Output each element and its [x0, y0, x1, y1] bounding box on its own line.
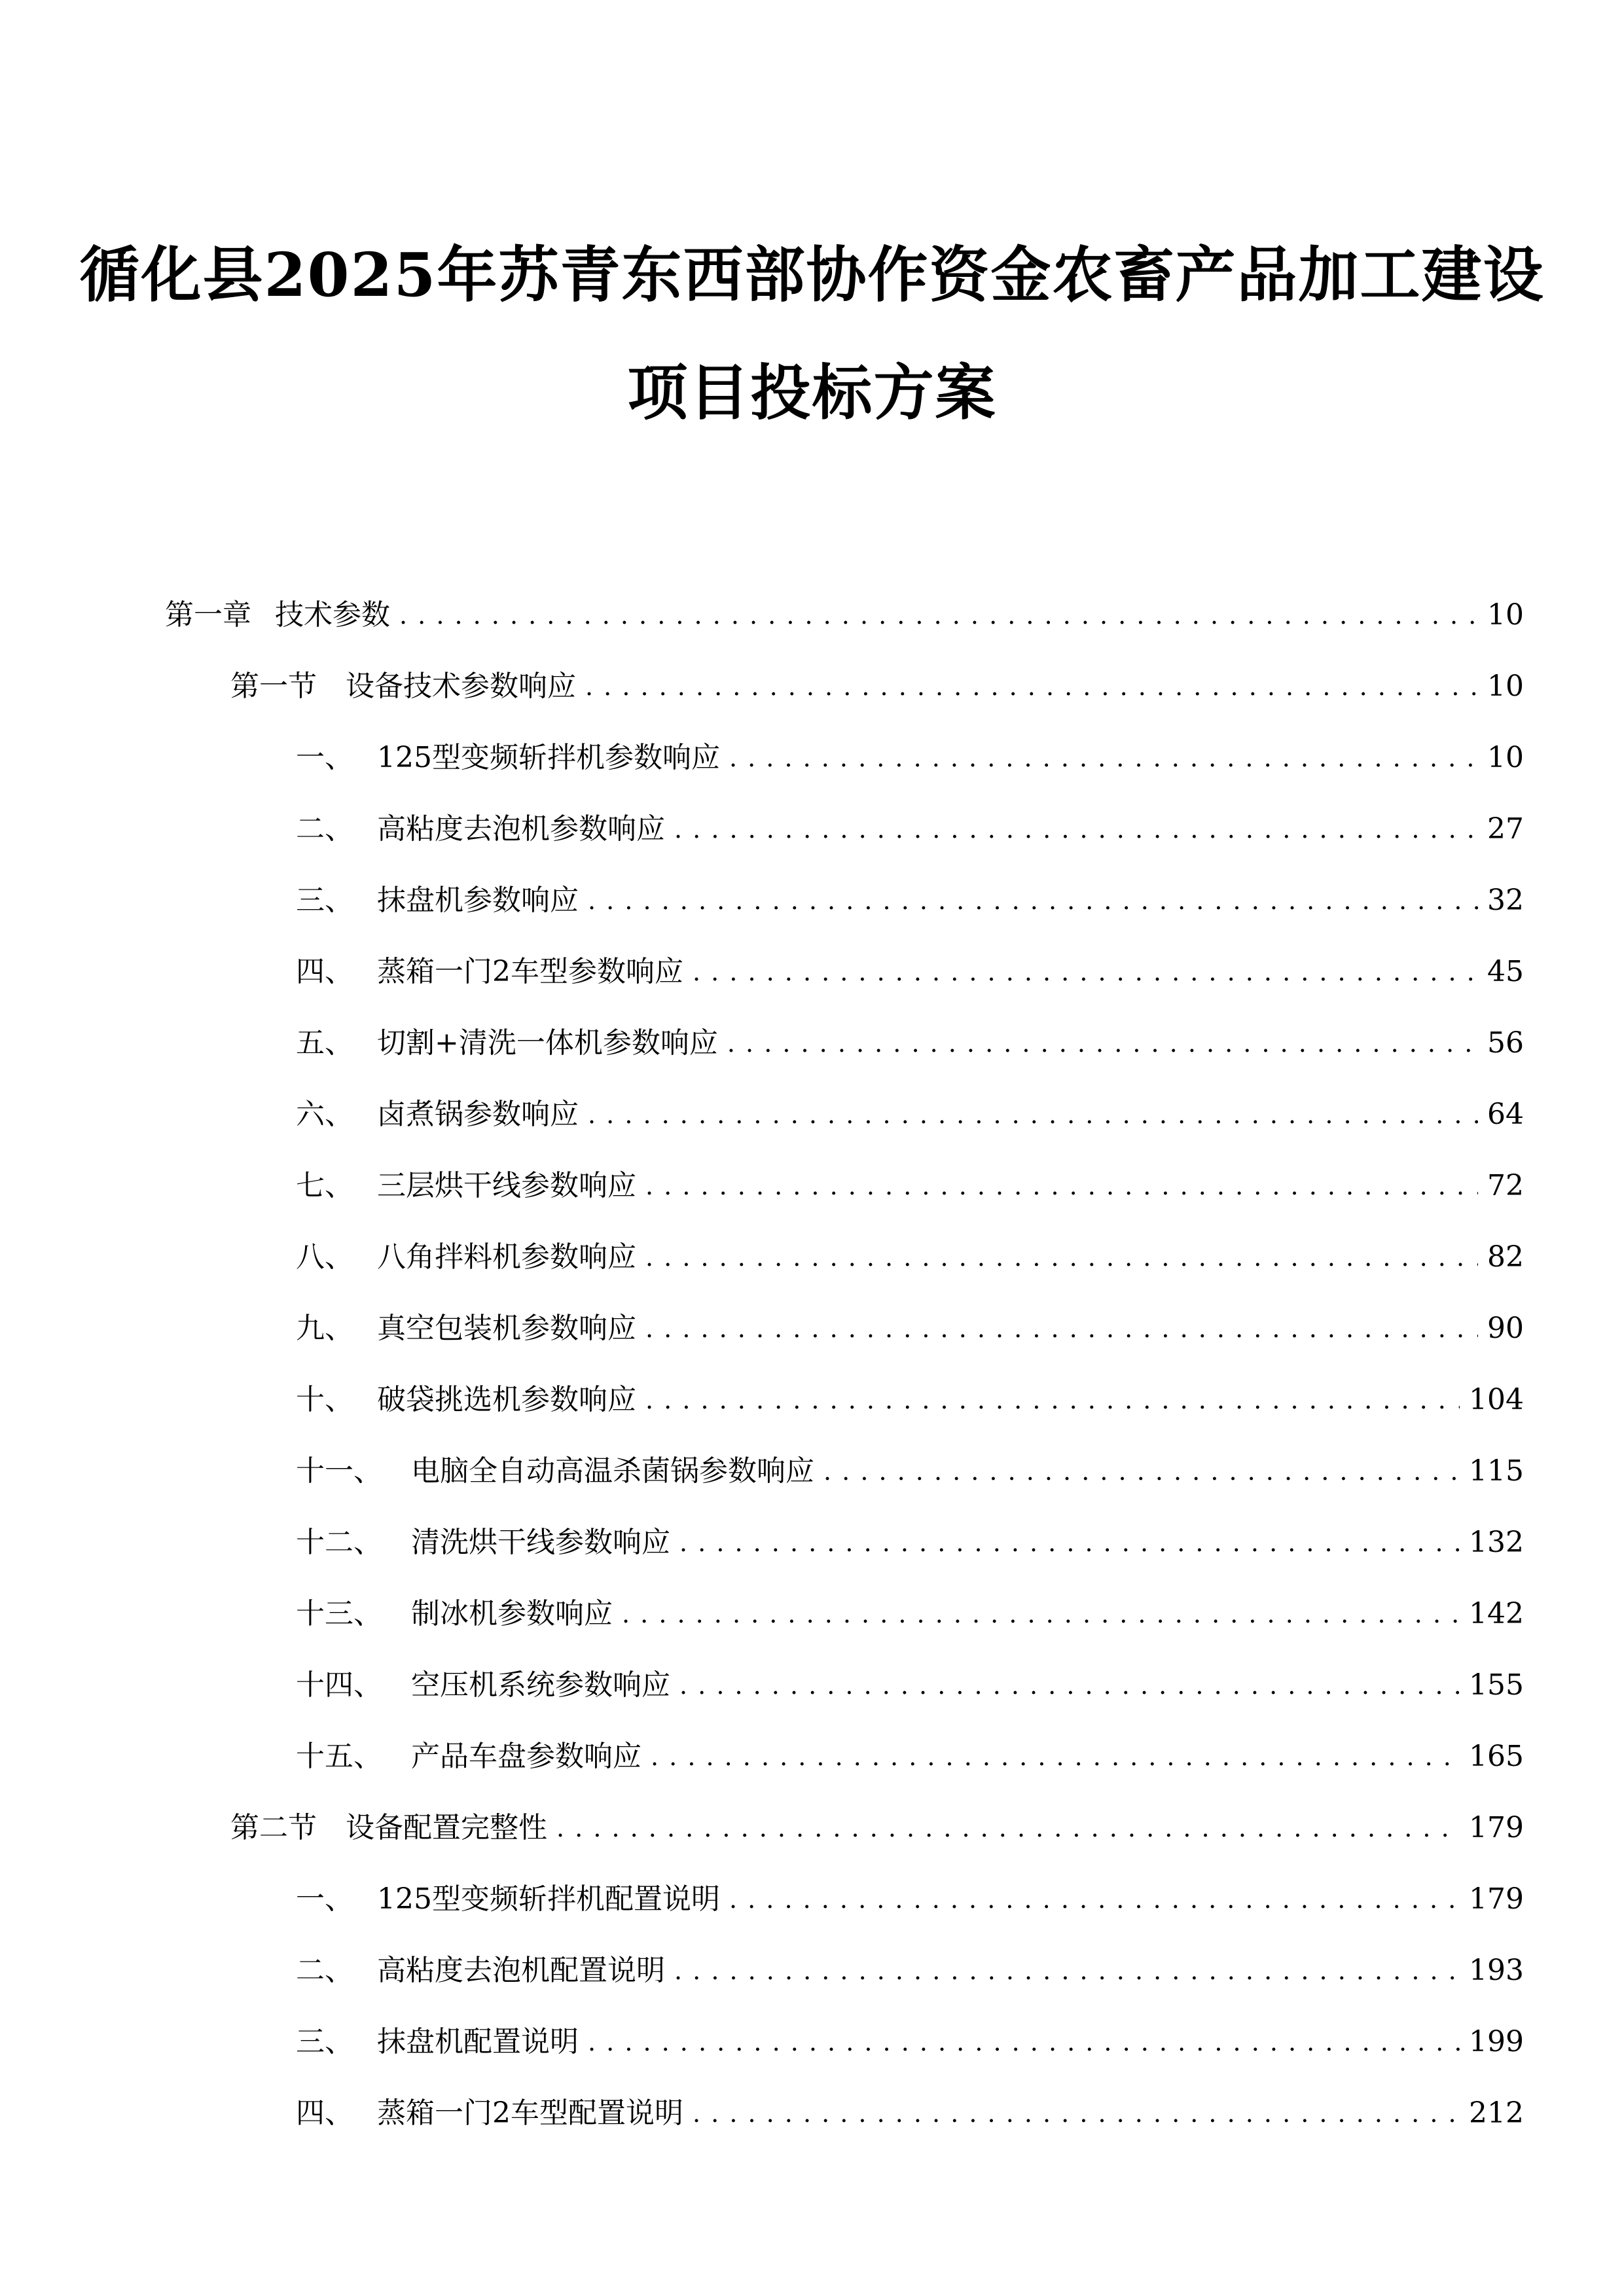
toc-entry[interactable] [296, 1017, 1524, 1063]
toc-entry[interactable] [296, 2087, 1524, 2133]
toc-entry-number: 十一、 [296, 1454, 382, 1488]
toc-entry-title: 破袋挑选机参数响应 [377, 1383, 636, 1416]
toc-entry[interactable] [296, 1588, 1524, 1634]
toc-entry-label [296, 1452, 814, 1491]
toc-entry-label [296, 1666, 670, 1705]
toc-entry-title: 电脑全自动高温杀菌锅参数响应 [411, 1454, 814, 1488]
toc-entry-page-number: 115 [1469, 1454, 1524, 1488]
toc-entry-title: 制冰机参数响应 [411, 1597, 613, 1630]
toc-entry-label [230, 1808, 547, 1848]
toc-entry-title: 125型变频斩拌机参数响应 [377, 741, 720, 774]
toc-entry-number: 十、 [296, 1383, 353, 1416]
toc-entry-page-number: 10 [1487, 741, 1524, 774]
toc-dot-leader [645, 1380, 1460, 1420]
toc-entry-title: 真空包装机参数响应 [377, 1312, 636, 1345]
toc-entry-page-number: 212 [1469, 2096, 1524, 2130]
toc-entry-number: 三、 [296, 2025, 353, 2058]
toc-entry-label [296, 1880, 720, 1919]
toc-entry-page-number: 72 [1487, 1169, 1524, 1202]
toc-entry-title: 卤煮锅参数响应 [377, 1098, 579, 1131]
toc-entry-number: 十二、 [296, 1526, 382, 1559]
toc-entry-number: 十五、 [296, 1740, 382, 1773]
toc-entry[interactable] [165, 589, 1524, 635]
toc-entry-label [296, 881, 579, 920]
toc-entry-number: 一、 [296, 741, 353, 774]
toc-entry-number: 十三、 [296, 1597, 382, 1630]
toc-entry-title: 高粘度去泡机配置说明 [377, 1954, 665, 1987]
toc-dot-leader [679, 1666, 1460, 1705]
toc-dot-leader [622, 1594, 1460, 1634]
toc-entry-title: 抹盘机配置说明 [377, 2025, 579, 2058]
toc-dot-leader [585, 667, 1478, 706]
toc-entry-title: 设备技术参数响应 [346, 670, 576, 703]
toc-entry-label [296, 1238, 636, 1277]
toc-entry-number: 九、 [296, 1312, 353, 1345]
toc-dot-leader [588, 2022, 1460, 2062]
toc-entry-title: 设备配置完整性 [346, 1811, 547, 1844]
toc-entry[interactable] [296, 1374, 1524, 1420]
toc-entry-number: 第一章 [165, 598, 251, 632]
toc-entry[interactable] [296, 2016, 1524, 2062]
toc-entry-number: 一、 [296, 1882, 353, 1916]
toc-entry-page-number: 27 [1487, 812, 1524, 846]
toc-dot-leader [679, 1523, 1460, 1562]
toc-entry-label [296, 952, 683, 992]
toc-dot-leader [729, 738, 1478, 778]
toc-entry-title: 蒸箱一门2车型参数响应 [377, 955, 683, 988]
document-title-line-1: 循化县2025年苏青东西部协作资金农畜产品加工建设 [79, 240, 1545, 310]
toc-dot-leader [729, 1880, 1460, 1919]
toc-entry-page-number: 142 [1469, 1597, 1524, 1630]
toc-entry-number: 六、 [296, 1098, 353, 1131]
toc-entry-label [296, 1309, 636, 1348]
document-title-line-2: 项目投标方案 [627, 357, 997, 428]
toc-entry[interactable] [296, 803, 1524, 849]
toc-entry-number: 八、 [296, 1240, 353, 1274]
toc-entry-page-number: 193 [1469, 1954, 1524, 1987]
toc-dot-leader [645, 1238, 1478, 1277]
toc-entry-label [296, 2022, 579, 2062]
toc-entry[interactable] [296, 1302, 1524, 1348]
toc-entry-label [296, 1095, 579, 1134]
toc-dot-leader [556, 1808, 1460, 1848]
toc-entry[interactable] [296, 1088, 1524, 1134]
toc-entry-number: 二、 [296, 812, 353, 846]
toc-entry-label [296, 1737, 641, 1776]
toc-entry-title: 切割+清洗一体机参数响应 [377, 1026, 718, 1060]
toc-entry[interactable] [296, 1731, 1524, 1776]
toc-entry-title: 三层烘干线参数响应 [377, 1169, 636, 1202]
toc-entry-label [165, 596, 390, 635]
toc-entry-number: 第一节 [230, 670, 317, 703]
toc-entry-page-number: 179 [1469, 1811, 1524, 1844]
toc-entry-title: 清洗烘干线参数响应 [411, 1526, 670, 1559]
toc-entry-number: 二、 [296, 1954, 353, 1987]
toc-entry-title: 八角拌料机参数响应 [377, 1240, 636, 1274]
toc-entry-page-number: 82 [1487, 1240, 1524, 1274]
toc-entry-number: 三、 [296, 884, 353, 917]
toc-entry[interactable] [230, 1802, 1524, 1848]
toc-entry[interactable] [296, 1231, 1524, 1277]
toc-dot-leader [693, 2094, 1460, 2133]
toc-entry[interactable] [296, 1873, 1524, 1919]
toc-dot-leader [823, 1452, 1460, 1491]
toc-entry-page-number: 132 [1469, 1526, 1524, 1559]
toc-entry-page-number: 32 [1487, 884, 1524, 917]
toc-entry-title: 空压机系统参数响应 [411, 1668, 670, 1702]
toc-entry[interactable] [296, 1945, 1524, 1990]
toc-entry[interactable] [230, 660, 1524, 706]
toc-dot-leader [588, 881, 1478, 920]
toc-entry-page-number: 10 [1487, 598, 1524, 632]
toc-entry-page-number: 10 [1487, 670, 1524, 703]
toc-entry-label [296, 1594, 613, 1634]
toc-entry[interactable] [296, 1516, 1524, 1562]
toc-entry-page-number: 64 [1487, 1098, 1524, 1131]
toc-entry-label [230, 667, 576, 706]
toc-entry[interactable] [296, 946, 1524, 992]
toc-entry[interactable] [296, 1445, 1524, 1491]
toc-dot-leader [674, 1951, 1460, 1990]
toc-entry-label [296, 810, 665, 849]
toc-entry-page-number: 45 [1487, 955, 1524, 988]
toc-entry-number: 四、 [296, 955, 353, 988]
toc-entry-page-number: 104 [1469, 1383, 1524, 1416]
toc-entry-number: 第二节 [230, 1811, 317, 1844]
toc-entry-label [296, 738, 720, 778]
toc-entry-page-number: 199 [1469, 2025, 1524, 2058]
toc-entry[interactable] [296, 732, 1524, 778]
toc-entry-label [296, 1523, 670, 1562]
toc-entry-title: 技术参数 [275, 598, 390, 632]
toc-entry-label [296, 1166, 636, 1206]
toc-dot-leader [399, 596, 1478, 635]
toc-entry-page-number: 179 [1469, 1882, 1524, 1916]
toc-dot-leader [588, 1095, 1478, 1134]
toc-dot-leader [674, 810, 1478, 849]
toc-entry-title: 125型变频斩拌机配置说明 [377, 1882, 720, 1916]
toc-entry-page-number: 56 [1487, 1026, 1524, 1060]
toc-dot-leader [651, 1737, 1460, 1776]
toc-entry[interactable] [296, 874, 1524, 920]
toc-entry-number: 七、 [296, 1169, 353, 1202]
toc-entry-page-number: 90 [1487, 1312, 1524, 1345]
toc-entry-label [296, 2094, 683, 2133]
toc-entry-title: 产品车盘参数响应 [411, 1740, 641, 1773]
toc-entry-page-number: 155 [1469, 1668, 1524, 1702]
toc-dot-leader [645, 1309, 1478, 1348]
toc-entry-label [296, 1951, 665, 1990]
toc-entry-number: 四、 [296, 2096, 353, 2130]
toc-dot-leader [727, 1024, 1478, 1063]
toc-dot-leader [645, 1166, 1478, 1206]
toc-entry-number: 十四、 [296, 1668, 382, 1702]
toc-entry-label [296, 1024, 718, 1063]
toc-entry-title: 抹盘机参数响应 [377, 884, 579, 917]
toc-entry-label [296, 1380, 636, 1420]
toc-entry[interactable] [296, 1659, 1524, 1705]
toc-entry-title: 高粘度去泡机参数响应 [377, 812, 665, 846]
toc-entry-page-number: 165 [1469, 1740, 1524, 1773]
toc-entry-number: 五、 [296, 1026, 353, 1060]
toc-dot-leader [693, 952, 1478, 992]
toc-entry[interactable] [296, 1160, 1524, 1206]
toc-entry-title: 蒸箱一门2车型配置说明 [377, 2096, 683, 2130]
